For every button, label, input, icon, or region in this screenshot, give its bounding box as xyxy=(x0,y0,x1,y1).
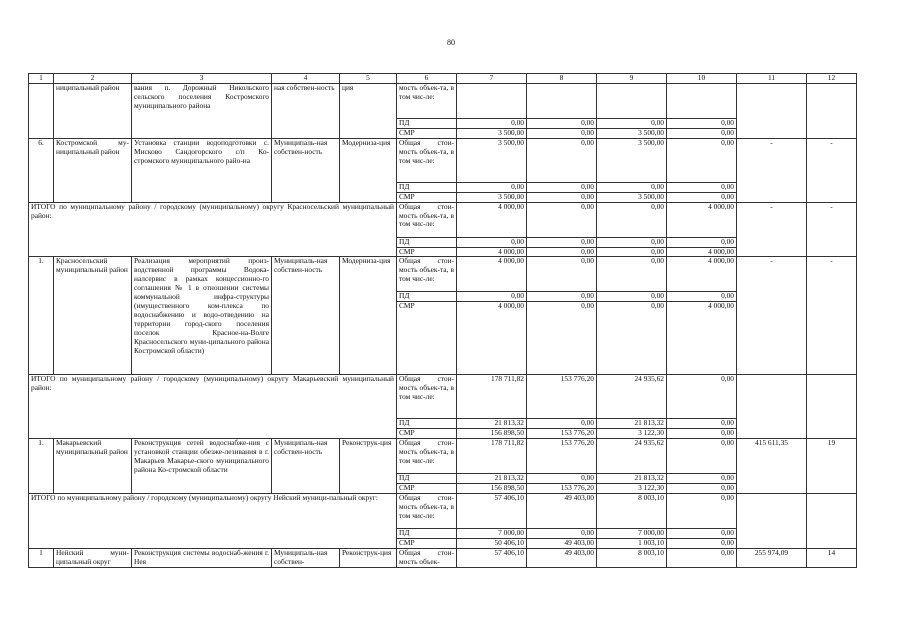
col11-value: 415 611,35 xyxy=(737,439,807,494)
pd-label: ПД xyxy=(397,292,457,302)
object-name: Реконструкция сетей водоснабже-ния с установкой станции обезже-лезивания в г. Макарьев Макарье-ского муниципального района Ко-стромской области xyxy=(132,439,272,494)
value-cell: 0,00 xyxy=(667,474,737,484)
value-cell: 0,00 xyxy=(527,119,597,129)
value-cell: 0,00 xyxy=(527,192,597,202)
value-cell: 153 776,20 xyxy=(527,484,597,494)
value-cell: 0,00 xyxy=(527,247,597,257)
value-cell: 4 000,00 xyxy=(457,302,527,375)
value-cell xyxy=(457,84,527,119)
value-cell: 0,00 xyxy=(597,302,667,375)
work-type: Реконструк-ция xyxy=(340,439,397,494)
object-row xyxy=(29,257,857,292)
value-cell: 4 000,00 xyxy=(667,302,737,375)
item-number: 1 xyxy=(29,548,54,567)
work-type: ция xyxy=(340,84,397,139)
smr-label: СМР xyxy=(397,484,457,494)
itogo-label: ИТОГО по муниципальному району / городскому (муниципальному) округу Макарьевский муниципальный район: xyxy=(29,375,397,439)
value-cell: 3 500,00 xyxy=(597,128,667,138)
value-cell: 3 122,30 xyxy=(597,429,667,439)
col12-value: - xyxy=(807,138,857,202)
col11-value: - xyxy=(737,257,807,375)
smr-label: СМР xyxy=(397,429,457,439)
value-cell: 3 500,00 xyxy=(457,192,527,202)
column-number: 2 xyxy=(54,74,132,84)
column-number: 1 xyxy=(29,74,54,84)
value-cell: 3 500,00 xyxy=(457,138,527,182)
value-cell: 57 406,10 xyxy=(457,548,527,567)
value-cell: 0,00 xyxy=(667,128,737,138)
cost-label: Общая стои-мость объек- xyxy=(397,548,457,567)
value-cell: 0,00 xyxy=(527,138,597,182)
col12-value xyxy=(807,84,857,139)
cost-label: Общая стои-мость объек-та, в том чис-ле: xyxy=(397,202,457,237)
value-cell: 178 711,82 xyxy=(457,375,527,419)
cost-label: Общая стои-мость объек-та, в том чис-ле: xyxy=(397,493,457,528)
work-type: Модерниза-ция xyxy=(340,138,397,202)
itogo-label: ИТОГО по муниципальному району / городскому (муниципальному) округу Красносельский муниципальный район: xyxy=(29,202,397,257)
municipality: Макарьевский муниципальный район xyxy=(54,439,132,494)
cost-label: мость объек-та, в том чис-ле: xyxy=(397,84,457,119)
municipality: Нейский муни-ципальный округ xyxy=(54,548,132,567)
data-table xyxy=(28,73,857,568)
municipality: ниципальный район xyxy=(54,84,132,139)
value-cell: 3 500,00 xyxy=(597,138,667,182)
value-cell: 0,00 xyxy=(597,247,667,257)
municipality: Красносельский муниципальный район xyxy=(54,257,132,375)
value-cell: 50 406,10 xyxy=(457,538,527,548)
pd-label: ПД xyxy=(397,474,457,484)
column-number: 6 xyxy=(397,74,457,84)
value-cell: 0,00 xyxy=(667,439,737,474)
itogo-row xyxy=(29,493,857,528)
municipality: Костромской му-ниципальный район xyxy=(54,138,132,202)
value-cell: 0,00 xyxy=(527,302,597,375)
value-cell: 7 000,00 xyxy=(597,528,667,538)
value-cell: 4 000,00 xyxy=(667,247,737,257)
value-cell: 0,00 xyxy=(457,237,527,247)
value-cell: 0,00 xyxy=(667,192,737,202)
value-cell: 8 003,10 xyxy=(597,548,667,567)
itogo-row xyxy=(29,375,857,419)
value-cell: 153 776,20 xyxy=(527,429,597,439)
col12-value: 14 xyxy=(807,548,857,567)
ownership: ная собствен-ность xyxy=(272,84,340,139)
value-cell: 4 000,00 xyxy=(457,257,527,292)
value-cell: 0,00 xyxy=(597,182,667,192)
ownership: Муниципаль-ная собствен-ность xyxy=(272,257,340,375)
value-cell: 0,00 xyxy=(527,182,597,192)
column-number: 7 xyxy=(457,74,527,84)
value-cell: 153 776,20 xyxy=(527,375,597,419)
value-cell: 0,00 xyxy=(667,419,737,429)
value-cell: 49 403,00 xyxy=(527,548,597,567)
column-number: 5 xyxy=(340,74,397,84)
smr-label: СМР xyxy=(397,538,457,548)
value-cell: 0,00 xyxy=(527,419,597,429)
value-cell: 7 000,00 xyxy=(457,528,527,538)
value-cell: 0,00 xyxy=(597,119,667,129)
value-cell: 156 898,50 xyxy=(457,484,527,494)
value-cell: 0,00 xyxy=(667,548,737,567)
value-cell: 0,00 xyxy=(667,119,737,129)
value-cell: 0,00 xyxy=(527,292,597,302)
value-cell: 0,00 xyxy=(457,182,527,192)
ownership: Муниципаль-ная собствен-ность xyxy=(272,138,340,202)
column-number: 4 xyxy=(272,74,340,84)
ownership: Муниципаль-ная собствен- xyxy=(272,548,340,567)
value-cell: 0,00 xyxy=(667,138,737,182)
col12-value xyxy=(807,375,857,439)
itogo-row xyxy=(29,202,857,237)
cost-label: Общая стои-мость объек-та, в том чис-ле: xyxy=(397,138,457,182)
itogo-label: ИТОГО по муниципальному району / городскому (муниципальному) округу Нейский муници-пальный округ: xyxy=(29,493,397,548)
page-number: 80 xyxy=(447,38,455,47)
value-cell: 0,00 xyxy=(527,202,597,237)
column-number: 10 xyxy=(667,74,737,84)
value-cell: 3 122,30 xyxy=(597,484,667,494)
cost-label: Общая стои-мость объек-та, в том чис-ле: xyxy=(397,257,457,292)
value-cell: 49 403,00 xyxy=(527,538,597,548)
value-cell: 49 403,00 xyxy=(527,493,597,528)
value-cell: 4 000,00 xyxy=(667,202,737,237)
value-cell: 0,00 xyxy=(597,237,667,247)
pd-label: ПД xyxy=(397,528,457,538)
value-cell xyxy=(667,84,737,119)
pd-label: ПД xyxy=(397,237,457,247)
col11-value: 255 974,09 xyxy=(737,548,807,567)
value-cell: 0,00 xyxy=(667,375,737,419)
smr-label: СМР xyxy=(397,247,457,257)
col11-value xyxy=(737,375,807,439)
work-type: Реконструк-ция xyxy=(340,548,397,567)
col12-value xyxy=(807,493,857,548)
object-name: вания п. Дорожный Никольского сельского поселения Костромского муниципального района xyxy=(132,84,272,139)
item-number: 1. xyxy=(29,257,54,375)
value-cell xyxy=(527,84,597,119)
value-cell: 24 935,62 xyxy=(597,439,667,474)
col12-value: - xyxy=(807,202,857,257)
object-name: Реализация мероприятий произ-водственной программы Водока-налсервис в рамках концессионно-го соглашения № 1 в отношении системы коммунальной инфра-структуры (имущественного ком-плекса по водоснабжению и водо-отведению на территории город-ского поселения поселок Красное-на-Волге Красносельского муни-ципального района Костромской области) xyxy=(132,257,272,375)
value-cell: 4 000,00 xyxy=(667,257,737,292)
value-cell: 21 813,32 xyxy=(597,419,667,429)
value-cell: 0,00 xyxy=(667,484,737,494)
value-cell: 21 813,32 xyxy=(457,474,527,484)
header-row xyxy=(29,74,857,84)
value-cell: 0,00 xyxy=(527,128,597,138)
col11-value: - xyxy=(737,202,807,257)
smr-label: СМР xyxy=(397,128,457,138)
work-type: Модерниза-ция xyxy=(340,257,397,375)
pd-label: ПД xyxy=(397,182,457,192)
item-number: 6. xyxy=(29,138,54,202)
value-cell: 0,00 xyxy=(667,292,737,302)
ownership: Муниципаль-ная собствен-ность xyxy=(272,439,340,494)
value-cell: 21 813,32 xyxy=(457,419,527,429)
value-cell: 0,00 xyxy=(667,493,737,528)
pd-label: ПД xyxy=(397,119,457,129)
column-number: 3 xyxy=(132,74,272,84)
value-cell: 153 776,20 xyxy=(527,439,597,474)
value-cell: 1 003,10 xyxy=(597,538,667,548)
value-cell: 178 711,82 xyxy=(457,439,527,474)
col12-value: - xyxy=(807,257,857,375)
value-cell: 0,00 xyxy=(597,292,667,302)
object-row xyxy=(29,548,857,567)
item-number xyxy=(29,84,54,139)
value-cell: 0,00 xyxy=(527,257,597,292)
value-cell: 0,00 xyxy=(527,474,597,484)
value-cell: 0,00 xyxy=(457,292,527,302)
continued-row xyxy=(29,84,857,119)
object-row xyxy=(29,138,857,182)
value-cell: 156 898,50 xyxy=(457,429,527,439)
value-cell: 0,00 xyxy=(597,202,667,237)
cost-label: Общая стои-мость объек-та, в том чис-ле: xyxy=(397,375,457,419)
column-number: 12 xyxy=(807,74,857,84)
item-number: 1. xyxy=(29,439,54,494)
value-cell: 0,00 xyxy=(527,237,597,247)
object-row xyxy=(29,439,857,474)
value-cell: 3 500,00 xyxy=(597,192,667,202)
value-cell: 0,00 xyxy=(597,257,667,292)
col11-value: - xyxy=(737,138,807,202)
column-number: 8 xyxy=(527,74,597,84)
col12-value: 19 xyxy=(807,439,857,494)
smr-label: СМР xyxy=(397,302,457,375)
value-cell: 24 935,62 xyxy=(597,375,667,419)
value-cell: 0,00 xyxy=(667,528,737,538)
pd-label: ПД xyxy=(397,419,457,429)
col11-value xyxy=(737,84,807,139)
value-cell xyxy=(597,84,667,119)
value-cell: 0,00 xyxy=(667,538,737,548)
value-cell: 4 000,00 xyxy=(457,247,527,257)
column-number: 9 xyxy=(597,74,667,84)
value-cell: 21 813,32 xyxy=(597,474,667,484)
value-cell: 0,00 xyxy=(457,119,527,129)
value-cell: 0,00 xyxy=(667,182,737,192)
value-cell: 57 406,10 xyxy=(457,493,527,528)
value-cell: 8 003,10 xyxy=(597,493,667,528)
value-cell: 3 500,00 xyxy=(457,128,527,138)
col11-value xyxy=(737,493,807,548)
value-cell: 4 000,00 xyxy=(457,202,527,237)
object-name: Реконструкция системы водоснаб-жения г. Нея xyxy=(132,548,272,567)
cost-label: Общая стои-мость объек-та, в том чис-ле: xyxy=(397,439,457,474)
value-cell: 0,00 xyxy=(667,429,737,439)
value-cell: 0,00 xyxy=(527,528,597,538)
object-name: Установка станции водоподготовки с. Мисково Сандогорского с/п Ко-стромского муниципального райо-на xyxy=(132,138,272,202)
column-number: 11 xyxy=(737,74,807,84)
value-cell: 0,00 xyxy=(667,237,737,247)
smr-label: СМР xyxy=(397,192,457,202)
